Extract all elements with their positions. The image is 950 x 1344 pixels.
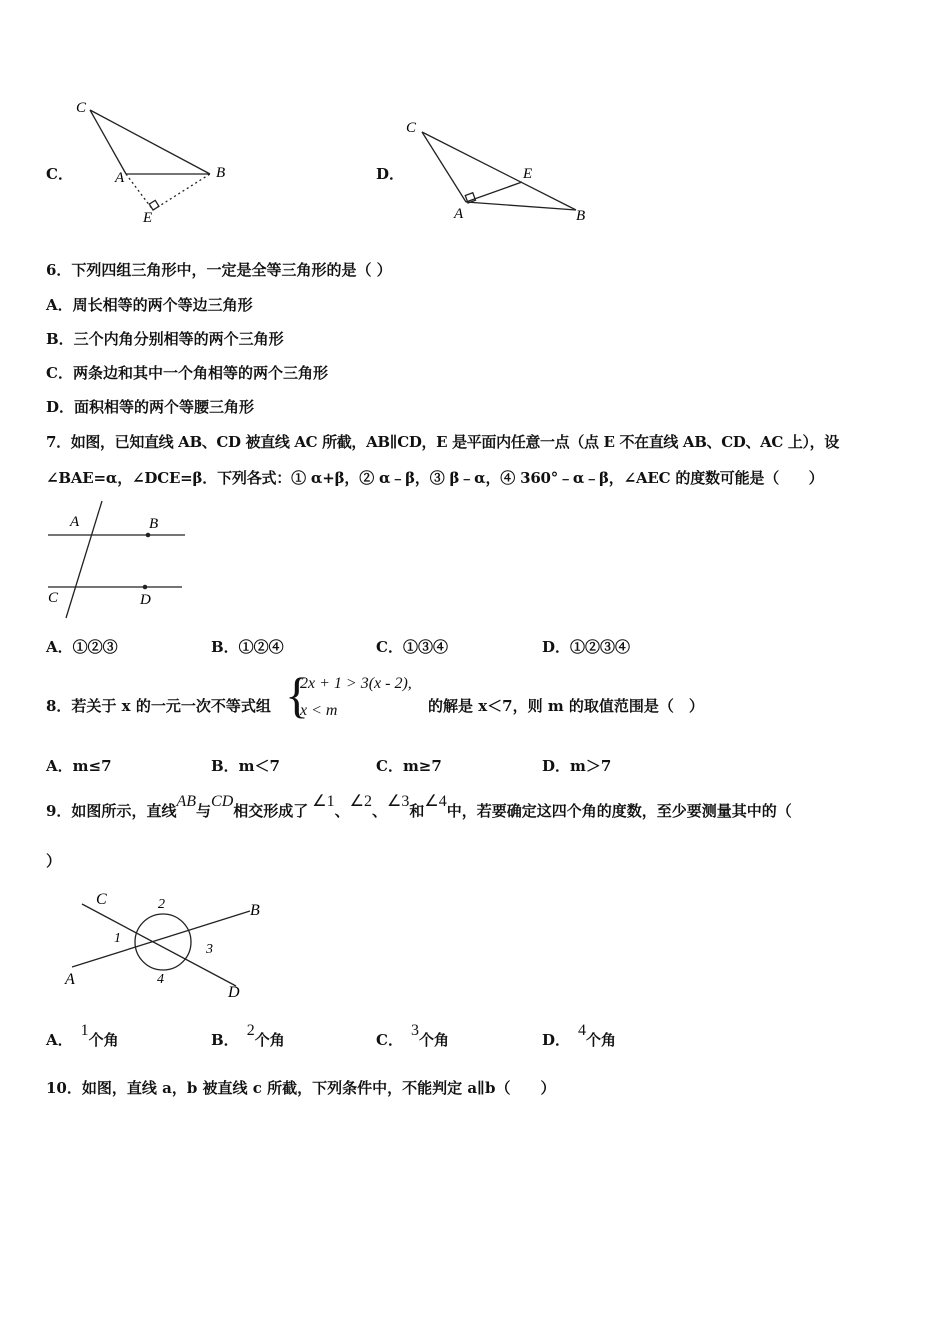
q8-option-a: A．m≤7: [46, 757, 112, 775]
q10-stem: 10．如图，直线 a，b 被直线 c 所截，下列条件中，不能判定 a∥b（ ）: [46, 1079, 556, 1097]
q9-point-d-label: D: [228, 984, 240, 1001]
q9-angle-4: ∠4: [424, 793, 447, 810]
q6-option-d: D．面积相等的两个等腰三角形: [46, 398, 255, 416]
q8-option-b: B．m＜7: [211, 757, 280, 775]
q9-angle-label-1: 1: [114, 931, 121, 946]
q7-option-c: C．①③④: [376, 638, 448, 656]
q9-option-c-unit: 个角: [418, 1031, 449, 1049]
q9-sep-2: 、: [371, 802, 387, 820]
q5c-point-b-label: B: [216, 165, 226, 181]
q7-point-a-label: A: [70, 514, 80, 530]
q5-figure-c: [70, 92, 240, 227]
q8-system-line1: 2x + 1 > 3(x - 2),: [300, 675, 412, 692]
q8-system-line2: x < m: [300, 702, 338, 719]
q9-option-a-unit: 个角: [88, 1031, 119, 1049]
q7-point-d-label: D: [140, 592, 151, 608]
q9-point-a-label: A: [65, 971, 75, 988]
q9-stem-line1: [46, 793, 792, 822]
q9-word-yu: 与: [196, 802, 212, 820]
q8-system-brace: {: [285, 667, 309, 723]
q6-stem: 6．下列四组三角形中，一定是全等三角形的是（ ）: [46, 261, 392, 279]
q9-point-b-label: B: [250, 902, 260, 919]
q9-angle-label-3: 3: [206, 942, 213, 957]
q9-angle-3: ∠3: [386, 793, 410, 810]
q6-option-c: C．两条边和其中一个角相等的两个三角形: [46, 364, 328, 382]
q9-option-c-number: 3: [410, 1022, 419, 1039]
q9-angle-2: ∠2: [349, 793, 372, 810]
q9-stem-tail: 中，若要确定这四个角的度数，至少要测量其中的（: [446, 802, 792, 820]
q9-line-cd: CD: [211, 793, 234, 810]
q7-option-d: D．①②③④: [542, 638, 631, 656]
q9-stem-number: 9．如图所示，直线: [46, 802, 177, 820]
q8-option-c: C．m≥7: [376, 757, 442, 775]
q7-point-c-label: C: [48, 590, 59, 606]
q7-point-b-dot: [146, 533, 151, 538]
q9-option-b-label: B．: [211, 1031, 239, 1049]
q9-option-a: [46, 1022, 119, 1051]
q8-option-d: D．m＞7: [542, 757, 612, 775]
q9-option-b: [211, 1022, 285, 1051]
q9-option-a-number: 1: [80, 1022, 89, 1039]
q7-option-b: B．①②④: [211, 638, 284, 656]
q8-stem-suffix: 的解是 x＜7，则 m 的取值范围是（ ）: [428, 697, 704, 715]
q7-point-d-dot: [143, 585, 148, 590]
q5d-point-a-label: A: [454, 206, 464, 222]
q9-option-d-label: D．: [542, 1031, 571, 1049]
q9-option-c: [376, 1022, 449, 1051]
q5-figure-d: [400, 110, 600, 230]
q5-option-c-label: C．: [46, 165, 73, 183]
q5d-point-c-label: C: [406, 120, 417, 136]
q5d-point-e-label: E: [523, 166, 533, 182]
q9-option-d-number: 4: [578, 1022, 587, 1039]
q5c-point-e-label: E: [143, 210, 153, 226]
q5d-point-b-label: B: [576, 208, 586, 224]
q9-option-c-label: C．: [376, 1031, 403, 1049]
q5-option-d-label: D．: [376, 165, 405, 183]
q7-option-a: A．①②③: [46, 638, 118, 656]
q9-point-c-label: C: [96, 891, 107, 908]
q7-figure: [40, 498, 195, 623]
q9-option-b-number: 2: [246, 1022, 255, 1039]
q9-stem-mid: 相交形成了: [233, 802, 309, 820]
q9-angle-1: ∠1: [312, 793, 335, 810]
q7-point-b-label: B: [149, 516, 159, 532]
q9-sep-1: 、: [334, 802, 350, 820]
q9-option-b-unit: 个角: [254, 1031, 285, 1049]
q9-option-d: [542, 1022, 617, 1051]
q9-line-ab: AB: [176, 793, 196, 810]
q5c-point-a-label: A: [115, 170, 125, 186]
q7-stem-line1: 7．如图，已知直线 AB、CD 被直线 AC 所截，AB∥CD，E 是平面内任意一点（点 E 不在直线 AB、CD、AC 上），设: [46, 433, 839, 451]
q9-stem-line2: ）: [46, 852, 62, 870]
q9-word-he: 和: [409, 802, 425, 820]
q6-option-b: B．三个内角分别相等的两个三角形: [46, 330, 284, 348]
q5c-point-c-label: C: [76, 100, 87, 116]
q9-angle-label-4: 4: [157, 972, 164, 987]
q7-stem-line2: ∠BAE=α，∠DCE=β．下列各式：① α+β，② α﹣β，③ β﹣α，④ 360°﹣α﹣β，∠AEC 的度数可能是（ ）: [46, 469, 824, 487]
q8-stem-prefix: 8．若关于 x 的一元一次不等式组: [46, 697, 271, 715]
q9-angle-label-2: 2: [158, 897, 165, 912]
q9-figure: [60, 884, 280, 1004]
q9-option-a-label: A．: [46, 1031, 73, 1049]
q6-option-a: A．周长相等的两个等边三角形: [46, 296, 253, 314]
q9-option-d-unit: 个角: [586, 1031, 617, 1049]
